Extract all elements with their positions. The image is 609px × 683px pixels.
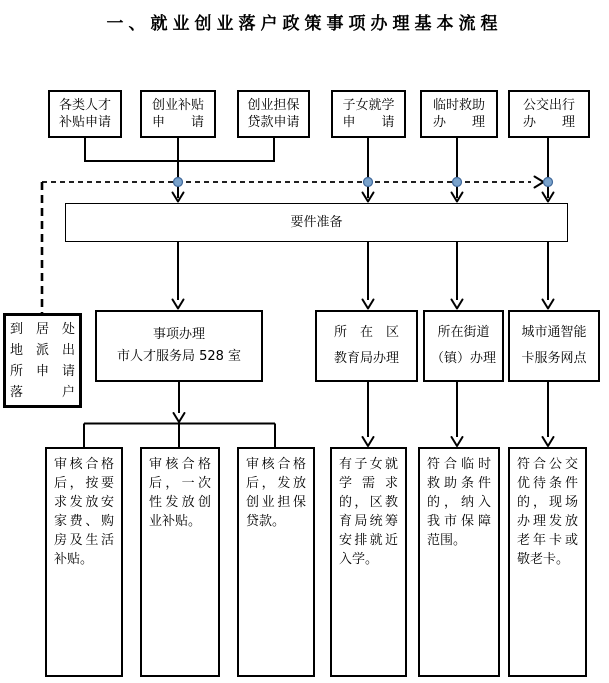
arrow-down-icon <box>452 437 463 446</box>
box-text-line: 落 户 <box>9 384 75 400</box>
box-temporary-assistance-handling <box>420 90 498 138</box>
box-text-line: 办 理 <box>432 115 485 130</box>
flowchart-title: 一、就业创业落户政策事项办理基本流程 <box>106 14 503 34</box>
box-result-startup-subsidy-grant <box>140 447 220 677</box>
box-text-line: 申 请 <box>151 115 204 130</box>
arrow-down-icon <box>173 300 184 309</box>
box-police-station-settlement <box>3 313 82 408</box>
box-text-line: 地 派 出 <box>9 342 75 358</box>
box-result-assistance-inclusion <box>418 447 500 677</box>
box-district-education-bureau <box>315 310 418 382</box>
box-text-line: 申 请 <box>342 115 395 130</box>
box-street-town-office <box>423 310 504 382</box>
box-service-handling-location <box>95 310 263 382</box>
connector-dot-icon <box>364 178 373 187</box>
box-text-line: 所 在 区 <box>333 325 399 340</box>
box-text: 符合临时救助条件的，纳入我市保障范围。 <box>427 457 491 548</box>
connector-dot-icon <box>544 178 553 187</box>
box-requirements-preparation <box>65 203 568 242</box>
box-text-line: 到 居 处 <box>9 321 75 337</box>
box-result-school-arrangement <box>330 447 407 677</box>
box-text: 审核合格后，发放创业担保贷款。 <box>246 457 306 529</box>
box-talent-subsidy-application <box>48 90 122 138</box>
box-text: 有子女就学需求的，区教育局统筹安排就近入学。 <box>339 457 398 567</box>
box-text-line: 市人才服务局 528 室 <box>116 349 242 364</box>
box-text-line: 所在街道 <box>437 325 490 340</box>
arrow-down-icon <box>452 300 463 309</box>
box-text-line: （镇）办理 <box>430 351 496 366</box>
box-text-line: 贷款申请 <box>247 115 300 130</box>
box-text-line: 要件准备 <box>290 215 343 230</box>
box-text-line: 补贴申请 <box>58 115 111 130</box>
box-text: 符合公交优待条件的，现场办理发放老年卡或敬老卡。 <box>517 457 578 567</box>
box-text-line: 临时救助 <box>432 98 485 113</box>
box-startup-loan-application <box>237 90 310 138</box>
box-startup-subsidy-application <box>140 90 216 138</box>
box-text-line: 所 申 请 <box>9 363 75 379</box>
connector-dot-icon <box>453 178 462 187</box>
box-text-line: 教育局办理 <box>333 351 399 366</box>
arrow-down-icon <box>363 300 374 309</box>
arrow-right-icon <box>535 177 544 188</box>
box-result-settlement-subsidies <box>45 447 123 677</box>
box-text-line: 城市通智能 <box>521 325 587 340</box>
arrow-down-icon <box>174 413 185 422</box>
box-text-line: 各类人才 <box>58 98 111 113</box>
box-citizen-card-service-outlet <box>508 310 600 382</box>
box-text-line: 卡服务网点 <box>521 351 587 366</box>
arrow-down-icon <box>363 437 374 446</box>
box-text-line: 创业担保 <box>247 98 300 113</box>
box-text: 审核合格后，按要求发放安家费、购房及生活补贴。 <box>54 457 114 567</box>
box-result-senior-card-issuance <box>508 447 587 677</box>
box-text: 审核合格后，一次性发放创业补贴。 <box>149 457 211 529</box>
box-text-line: 创业补贴 <box>151 98 204 113</box>
box-public-transport-handling <box>508 90 590 138</box>
box-text-line: 办 理 <box>522 115 575 130</box>
box-text-line: 事项办理 <box>152 327 205 342</box>
box-result-loan-grant <box>237 447 315 677</box>
connector-dot-icon <box>174 178 183 187</box>
box-text-line: 子女就学 <box>342 98 395 113</box>
arrow-down-icon <box>543 300 554 309</box>
box-children-schooling-application <box>331 90 406 138</box>
box-text-line: 公交出行 <box>522 98 575 113</box>
arrow-down-icon <box>543 437 554 446</box>
